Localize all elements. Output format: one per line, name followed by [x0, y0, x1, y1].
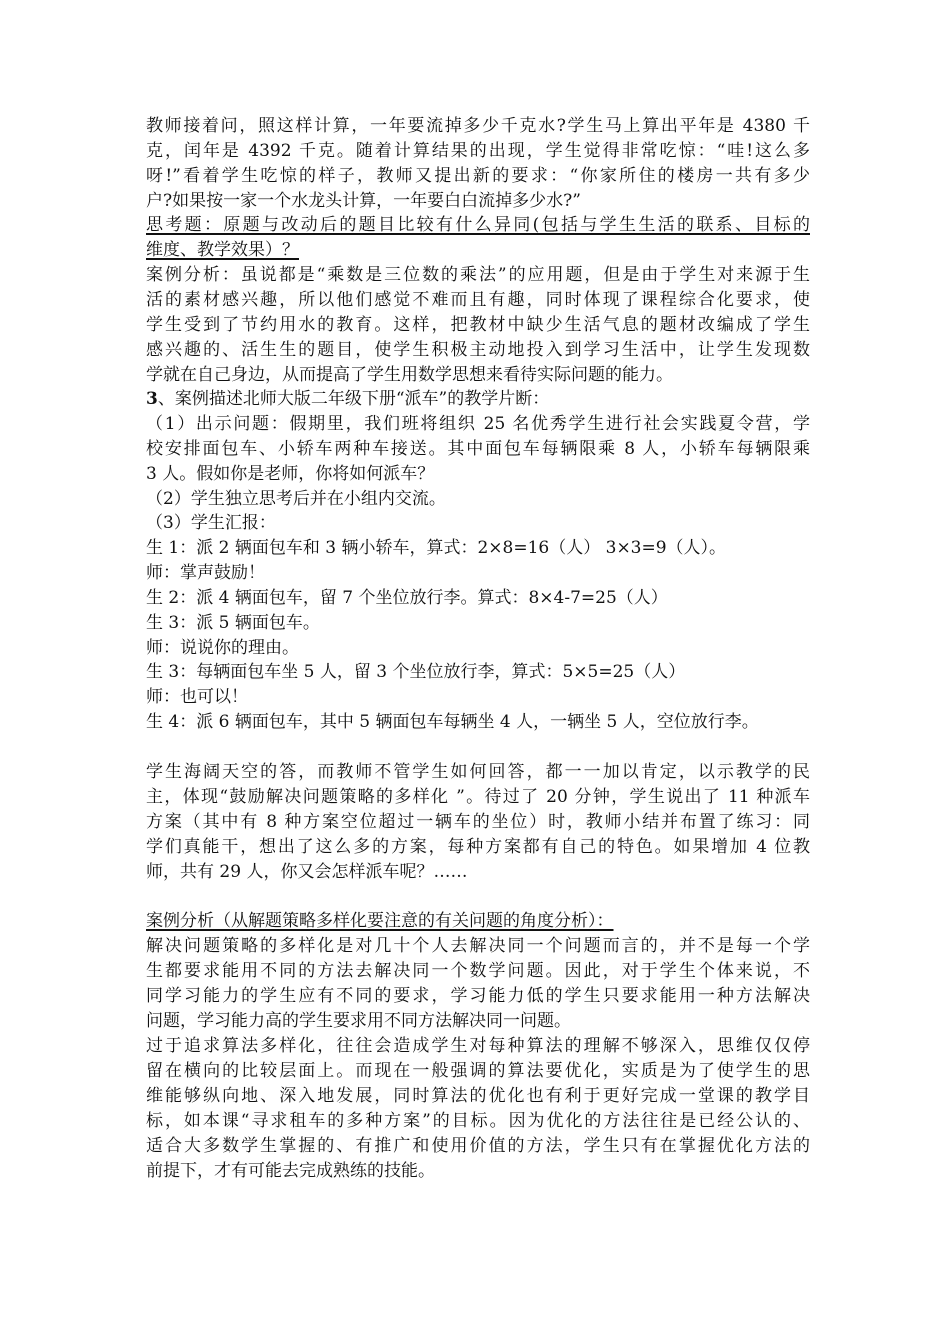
- dialogue-line-6: 生 3：每辆面包车坐 5 人，留 3 个坐位放行李，算式：5×5=25（人）: [146, 662, 686, 682]
- problem-line-2: 校安排面包车、小轿车两种车接送。其中面包车每辆限乘 8 人，小轿车每辆限乘: [146, 439, 810, 459]
- problem-line-3: 3 人。假如你是老师，你将如何派车？: [146, 464, 435, 484]
- dialogue-line-5: 师：说说你的理由。: [146, 638, 299, 658]
- step-2: （2）学生独立思考后并在小组内交流。: [146, 489, 446, 509]
- analysis2-p1-line-4: 问题，学习能力高的学生要求用不同方法解决同一问题。: [146, 1011, 571, 1031]
- dialogue-line-7: 师：也可以！: [146, 687, 248, 707]
- analysis2-p2-line-1: 过于追求算法多样化，往往会造成学生对每种算法的理解不够深入，思维仅仅停: [146, 1036, 810, 1056]
- case3-title: 、案例描述北师大版二年级下册“派车”的教学片断：: [157, 389, 550, 409]
- summary-line-4: 学们真能干，想出了这么多的方案，每种方案都有自己的特色。如果增加 4 位教: [146, 837, 810, 857]
- intro-line-1: 教师接着问，照这样计算，一年要流掉多少千克水?学生马上算出平年是 4380 千: [146, 116, 810, 136]
- analysis1-line-5: 学就在自己身边，从而提高了学生用数学思想来看待实际问题的能力。: [146, 365, 673, 385]
- summary-line-1: 学生海阔天空的答，而教师不管学生如何回答，都一一加以肯定，以示教学的民: [146, 762, 810, 782]
- summary-line-5: 师，共有 29 人，你又会怎样派车呢？……: [146, 862, 468, 882]
- intro-line-3: 呀!”看着学生吃惊的样子，教师又提出新的要求：“你家所住的楼房一共有多少: [146, 166, 810, 186]
- step-3: （3）学生汇报：: [146, 513, 276, 533]
- summary-line-3: 方案（其中有 8 种方案空位超过一辆车的坐位）时，教师小结并布置了练习：同: [146, 812, 810, 832]
- intro-line-4: 户?如果按一家一个水龙头计算，一年要白白流掉多少水?”: [146, 191, 581, 211]
- intro-line-2: 克，闰年是 4392 千克。随着计算结果的出现，学生觉得非常吃惊：“哇!这么多: [146, 141, 810, 161]
- analysis2-p1-line-1: 解决问题策略的多样化是对几十个人去解决同一个问题而言的，并不是每一个学: [146, 936, 810, 956]
- analysis2-p2-line-4: 标，如本课“寻求租车的多种方案”的目标。因为优化的方法往往是已经公认的、: [146, 1111, 810, 1131]
- analysis1-line-3: 学生受到了节约用水的教育。这样，把教材中缺少生活气息的题材改编成了学生: [146, 315, 810, 335]
- dialogue-line-3: 生 2：派 4 辆面包车，留 7 个坐位放行李。算式：8×4-7=25（人）: [146, 588, 668, 608]
- analysis1-line-4: 感兴趣的、活生生的题目，使学生积极主动地投入到学习生活中，让学生发现数: [146, 340, 810, 360]
- analysis2-p2-line-3: 维能够纵向地、深入地发展，同时算法的优化也有利于更好完成一堂课的教学目: [146, 1086, 810, 1106]
- case3-heading: [146, 387, 810, 411]
- analysis1-line-2: 活的素材感兴趣，所以他们感觉不难而且有趣，同时体现了课程综合化要求，使: [146, 290, 810, 310]
- analysis2-p1-line-3: 同学习能力的学生应有不同的要求，学习能力低的学生只要求能用一种方法解决: [146, 986, 810, 1006]
- analysis1-line-1: 案例分析：虽说都是“乘数是三位数的乘法”的应用题，但是由于学生对来源于生: [146, 265, 810, 285]
- analysis2-p2-line-2: 留在横向的比较层面上。而现在一般强调的算法要优化，实质是为了使学生的思: [146, 1061, 810, 1081]
- summary-line-2: 主，体现“鼓励解决问题策略的多样化 ”。待过了 20 分钟，学生说出了 11 种派车: [146, 787, 810, 807]
- question-line-1: 思考题：原题与改动后的题目比较有什么异同(包括与学生生活的联系、目标的: [146, 215, 810, 235]
- dialogue-line-4: 生 3：派 5 辆面包车。: [146, 613, 320, 633]
- analysis2-p1-line-2: 生都要求能用不同的方法去解决同一个数学问题。因此，对于学生个体来说，不: [146, 961, 810, 981]
- question-line-2: 维度、教学效果）？: [146, 240, 299, 260]
- case3-number: 3: [146, 389, 158, 409]
- analysis2-p2-line-5: 适合大多数学生掌握的、有推广和使用价值的方法，学生只有在掌握优化方法的: [146, 1136, 810, 1156]
- dialogue-line-2: 师：掌声鼓励！: [146, 563, 265, 583]
- analysis2-p2-line-6: 前提下，才有可能去完成熟练的技能。: [146, 1161, 435, 1181]
- dialogue-line-8: 生 4：派 6 辆面包车，其中 5 辆面包车每辆坐 4 人，一辆坐 5 人，空位放行李。: [146, 712, 759, 732]
- problem-line-1: （1）出示问题：假期里，我们班将组织 25 名优秀学生进行社会实践夏令营，学: [146, 414, 810, 434]
- dialogue-line-1: 生 1：派 2 辆面包车和 3 辆小轿车，算式：2×8=16（人） 3×3=9（人）。: [146, 538, 727, 558]
- analysis2-heading: 案例分析（从解题策略多样化要注意的有关问题的角度分析）：: [146, 911, 614, 931]
